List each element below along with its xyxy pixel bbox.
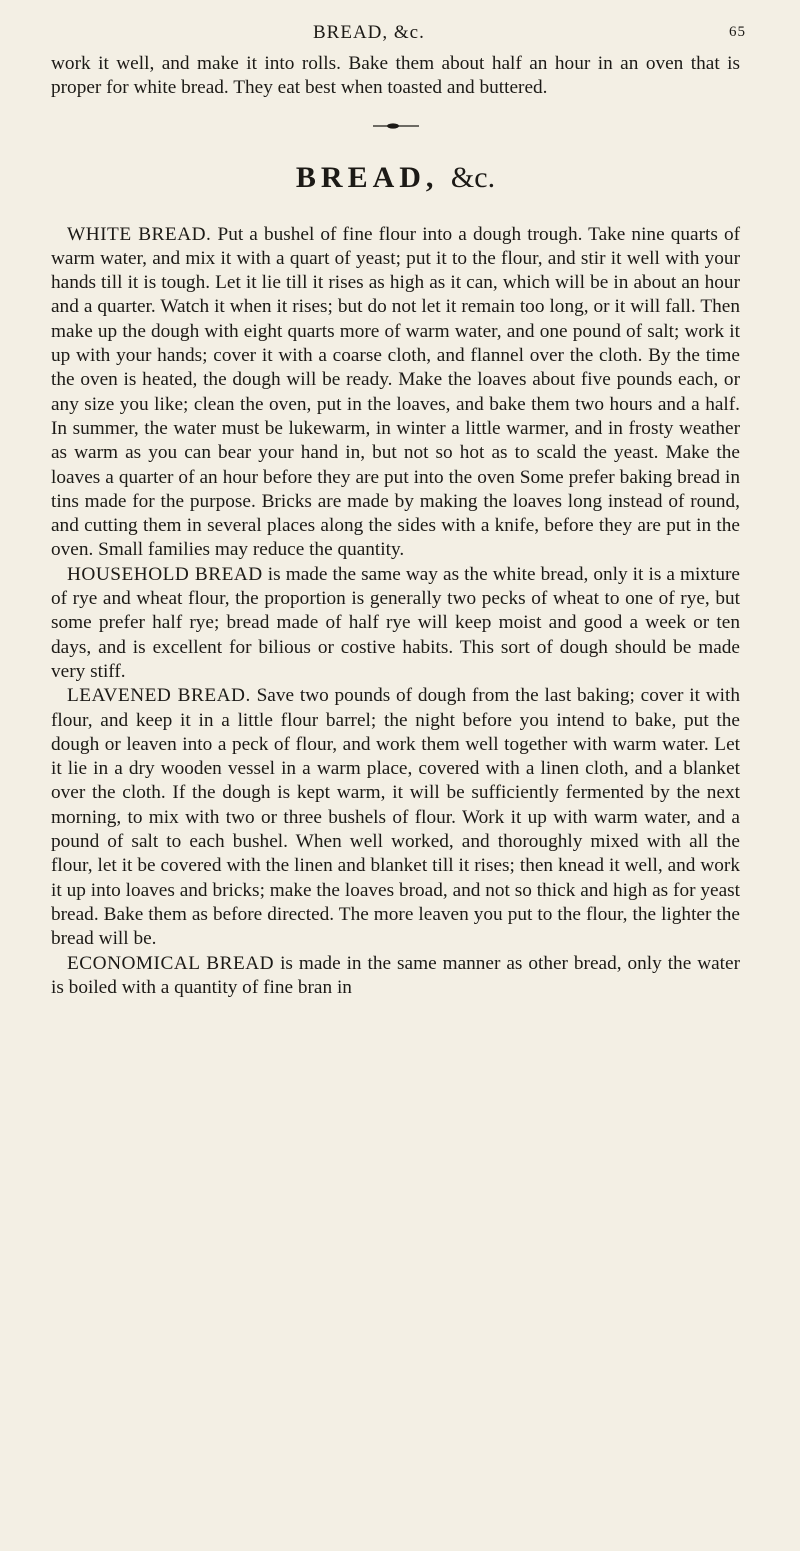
- recipe-economical-bread: [51, 952, 740, 1001]
- recipe-leavened-bread: [51, 684, 740, 951]
- recipe-title: ECONOMICAL BREAD: [67, 952, 275, 974]
- section-heading: [51, 161, 740, 195]
- recipe-body: is made in the same manner as other bread, only the water is boiled with a quantity of fine bran in: [51, 952, 741, 998]
- recipe-title: LEAVENED BREAD.: [67, 685, 251, 707]
- recipe-body: is made the same way as the white bread, only it is a mixture of rye and wheat flour, the proportion is generally two pecks of wheat to one of rye, but some prefer half rye; bread made of half rye will keep moist and good a week or ten days, and is excellent for bilious or costive habits. This sort of dough should be made very stiff.: [51, 563, 740, 682]
- running-head: [51, 22, 746, 52]
- intro-paragraph: work it well, and make it into rolls. Bake them about half an hour in an oven that is proper for white bread. They eat best when toasted and buttered.: [51, 53, 740, 99]
- rule-ornament-icon: [371, 121, 421, 131]
- recipe-white-bread: [51, 223, 740, 563]
- page-number: 65: [729, 24, 746, 40]
- recipe-body: Put a bushel of fine flour into a dough trough. Take nine quarts of warm water, and mix it with a quart of yeast; put it to the flour, and stir it well with your hands till it is tough. Let it lie till it rises as high as it can, which will be in about an hour and a quarter. Watch it when it rises; but do not let it remain too long, or it will fall. Then make up the dough with eight quarts more of warm water, and one pound of salt; work it up with your hands; cover it with a coarse cloth, and flannel over the cloth. By the time the oven is heated, the dough will be ready. Make the loaves about five pounds each, or any size you like; clean the oven, put in the loaves, and bake them two hours and a half. In summer, the water must be lukewarm, in winter a little warmer, and in frosty weather as warm as you can bear your hand in, but not so hot as to scald the yeast. Make the loaves a quarter of an hour before they are put into the oven Some prefer baking bread in tins made for the purpose. Bricks are made by making the loaves long instead of round, and cutting them in several places along the sides with a knife, before they are put in the oven. Small families may reduce the quantity.: [51, 223, 741, 561]
- recipe-body: Save two pounds of dough from the last baking; cover it with flour, and keep it in a little flour barrel; the night before you intend to bake, put the dough or leaven into a peck of flour, and work them well together with warm water. Let it lie in a dry wooden vessel in a warm place, covered with a linen cloth, and a blanket over the cloth. If the dough is kept warm, it will be sufficiently fermented by the next morning, to mix with two or three bushels of flour. Work it up with warm water, and a pound of salt to each bushel. When well worked, and thoroughly mixed with all the flour, let it be covered with the linen and blanket till it rises; then knead it well, and work it up into loaves and bricks; make the loaves broad, and not so thick and high as for yeast bread. Bake them as before directed. The more leaven you put to the flour, the lighter the bread will be.: [51, 685, 741, 950]
- section-heading-main: BREAD,: [295, 160, 439, 194]
- section-heading-amp: &c.: [450, 160, 496, 194]
- recipe-title: WHITE BREAD.: [67, 223, 212, 245]
- running-head-title: BREAD, &c.: [313, 22, 425, 43]
- recipe-title: HOUSEHOLD BREAD: [67, 563, 263, 585]
- recipe-household-bread: [51, 563, 740, 684]
